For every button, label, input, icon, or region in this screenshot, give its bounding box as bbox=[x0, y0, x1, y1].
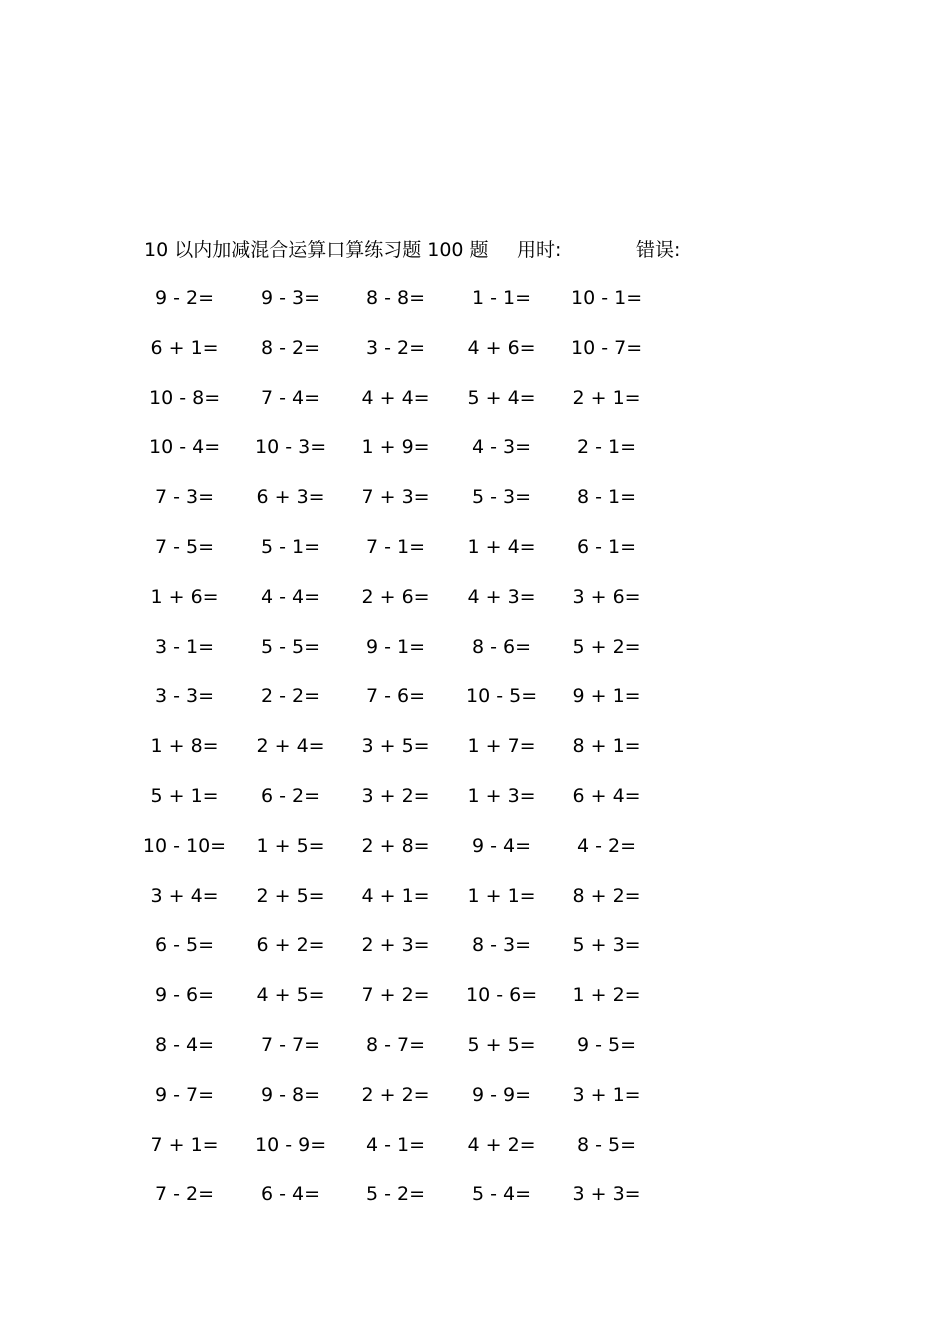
problem-item: 2 + 8= bbox=[361, 834, 430, 857]
problem-item: 8 - 2= bbox=[261, 336, 321, 359]
problem-item: 5 - 4= bbox=[472, 1183, 532, 1206]
problem-item: 1 + 8= bbox=[150, 735, 219, 758]
problem-item: 2 - 1= bbox=[577, 436, 637, 459]
problem-item: 3 + 6= bbox=[572, 585, 641, 608]
problem-item: 7 + 3= bbox=[361, 486, 430, 509]
problem-item: 9 - 7= bbox=[155, 1083, 215, 1106]
problem-item: 6 + 4= bbox=[572, 784, 641, 807]
problem-item: 4 + 5= bbox=[256, 984, 325, 1007]
problem-item: 9 - 9= bbox=[472, 1083, 532, 1106]
problem-item: 9 - 6= bbox=[155, 984, 215, 1007]
problem-item: 3 - 3= bbox=[155, 685, 215, 708]
problem-row bbox=[0, 483, 950, 533]
problem-row bbox=[0, 682, 950, 732]
problem-row bbox=[0, 334, 950, 384]
worksheet-title: 10 以内加减混合运算口算练习题 100 题 bbox=[144, 239, 489, 261]
problem-item: 10 - 3= bbox=[255, 436, 327, 459]
problem-item: 8 + 2= bbox=[572, 884, 641, 907]
problem-item: 6 + 1= bbox=[150, 336, 219, 359]
problem-item: 1 + 1= bbox=[467, 884, 536, 907]
problem-item: 1 + 9= bbox=[361, 436, 430, 459]
problem-item: 7 - 5= bbox=[155, 535, 215, 558]
problem-item: 9 - 8= bbox=[261, 1083, 321, 1106]
problem-item: 1 + 3= bbox=[467, 784, 536, 807]
problem-item: 2 + 5= bbox=[256, 884, 325, 907]
problem-item: 1 + 5= bbox=[256, 834, 325, 857]
problem-item: 6 + 2= bbox=[256, 934, 325, 957]
problem-item: 2 + 2= bbox=[361, 1083, 430, 1106]
problem-row bbox=[0, 882, 950, 932]
problem-row bbox=[0, 931, 950, 981]
problem-item: 5 - 3= bbox=[472, 486, 532, 509]
problem-item: 10 - 9= bbox=[255, 1133, 327, 1156]
problem-item: 10 - 8= bbox=[149, 386, 221, 409]
problem-item: 3 + 2= bbox=[361, 784, 430, 807]
problem-item: 10 - 10= bbox=[142, 834, 227, 857]
errors-label: 错误: bbox=[636, 239, 681, 261]
problem-row bbox=[0, 633, 950, 683]
problem-item: 7 - 2= bbox=[155, 1183, 215, 1206]
problem-item: 7 + 1= bbox=[150, 1133, 219, 1156]
problem-item: 3 - 1= bbox=[155, 635, 215, 658]
problem-item: 1 + 6= bbox=[150, 585, 219, 608]
problem-item: 9 - 3= bbox=[261, 287, 321, 309]
problem-item: 10 - 5= bbox=[466, 685, 538, 708]
problem-item: 9 - 4= bbox=[472, 834, 532, 857]
problem-item: 3 + 5= bbox=[361, 735, 430, 758]
problem-item: 8 - 8= bbox=[366, 287, 426, 309]
problem-item: 8 + 1= bbox=[572, 735, 641, 758]
problem-item: 1 + 2= bbox=[572, 984, 641, 1007]
problem-item: 5 - 2= bbox=[366, 1183, 426, 1206]
problem-item: 7 - 6= bbox=[366, 685, 426, 708]
problem-row bbox=[0, 1031, 950, 1081]
problem-item: 4 + 6= bbox=[467, 336, 536, 359]
problem-item: 6 - 4= bbox=[261, 1183, 321, 1206]
problem-item: 8 - 1= bbox=[577, 486, 637, 509]
problem-item: 4 + 4= bbox=[361, 386, 430, 409]
problem-item: 6 + 3= bbox=[256, 486, 325, 509]
problem-item: 2 + 1= bbox=[572, 386, 641, 409]
problem-item: 8 - 6= bbox=[472, 635, 532, 658]
problem-item: 3 + 3= bbox=[572, 1183, 641, 1206]
problem-item: 2 + 4= bbox=[256, 735, 325, 758]
problem-item: 2 + 6= bbox=[361, 585, 430, 608]
problem-item: 4 - 2= bbox=[577, 834, 637, 857]
problem-item: 6 - 2= bbox=[261, 784, 321, 807]
problem-item: 10 - 4= bbox=[149, 436, 221, 459]
problem-row bbox=[0, 732, 950, 782]
problem-item: 1 - 1= bbox=[472, 287, 532, 309]
problem-item: 5 + 1= bbox=[150, 784, 219, 807]
problem-item: 8 - 7= bbox=[366, 1033, 426, 1056]
problem-grid bbox=[0, 284, 950, 1230]
problem-row bbox=[0, 1180, 950, 1230]
problem-item: 7 - 7= bbox=[261, 1033, 321, 1056]
problem-item: 8 - 3= bbox=[472, 934, 532, 957]
problem-item: 5 + 5= bbox=[467, 1033, 536, 1056]
problem-row bbox=[0, 1131, 950, 1181]
problem-item: 6 - 1= bbox=[577, 535, 637, 558]
problem-row bbox=[0, 832, 950, 882]
problem-item: 3 - 2= bbox=[366, 336, 426, 359]
problem-row bbox=[0, 1081, 950, 1131]
problem-item: 5 + 2= bbox=[572, 635, 641, 658]
problem-item: 1 + 7= bbox=[467, 735, 536, 758]
problem-item: 9 - 1= bbox=[366, 635, 426, 658]
problem-row bbox=[0, 981, 950, 1031]
problem-item: 4 - 1= bbox=[366, 1133, 426, 1156]
problem-row bbox=[0, 384, 950, 434]
problem-row bbox=[0, 583, 950, 633]
problem-item: 2 - 2= bbox=[261, 685, 321, 708]
problem-item: 7 - 1= bbox=[366, 535, 426, 558]
problem-item: 7 - 3= bbox=[155, 486, 215, 509]
problem-item: 5 + 3= bbox=[572, 934, 641, 957]
problem-item: 7 - 4= bbox=[261, 386, 321, 409]
problem-item: 10 - 1= bbox=[571, 287, 643, 309]
problem-item: 4 + 2= bbox=[467, 1133, 536, 1156]
problem-item: 9 + 1= bbox=[572, 685, 641, 708]
problem-row bbox=[0, 433, 950, 483]
problem-item: 8 - 5= bbox=[577, 1133, 637, 1156]
problem-item: 3 + 4= bbox=[150, 884, 219, 907]
problem-item: 8 - 4= bbox=[155, 1033, 215, 1056]
problem-row bbox=[0, 782, 950, 832]
problem-item: 5 - 5= bbox=[261, 635, 321, 658]
problem-item: 3 + 1= bbox=[572, 1083, 641, 1106]
problem-item: 2 + 3= bbox=[361, 934, 430, 957]
problem-item: 5 - 1= bbox=[261, 535, 321, 558]
problem-item: 4 - 4= bbox=[261, 585, 321, 608]
problem-item: 4 - 3= bbox=[472, 436, 532, 459]
problem-item: 5 + 4= bbox=[467, 386, 536, 409]
problem-item: 10 - 7= bbox=[571, 336, 643, 359]
problem-item: 7 + 2= bbox=[361, 984, 430, 1007]
problem-item: 4 + 3= bbox=[467, 585, 536, 608]
problem-row bbox=[0, 284, 950, 334]
problem-item: 4 + 1= bbox=[361, 884, 430, 907]
problem-item: 9 - 2= bbox=[155, 287, 215, 309]
problem-row bbox=[0, 533, 950, 583]
problem-item: 6 - 5= bbox=[155, 934, 215, 957]
time-used-label: 用时: bbox=[517, 239, 562, 261]
problem-item: 10 - 6= bbox=[466, 984, 538, 1007]
problem-item: 9 - 5= bbox=[577, 1033, 637, 1056]
problem-item: 1 + 4= bbox=[467, 535, 536, 558]
